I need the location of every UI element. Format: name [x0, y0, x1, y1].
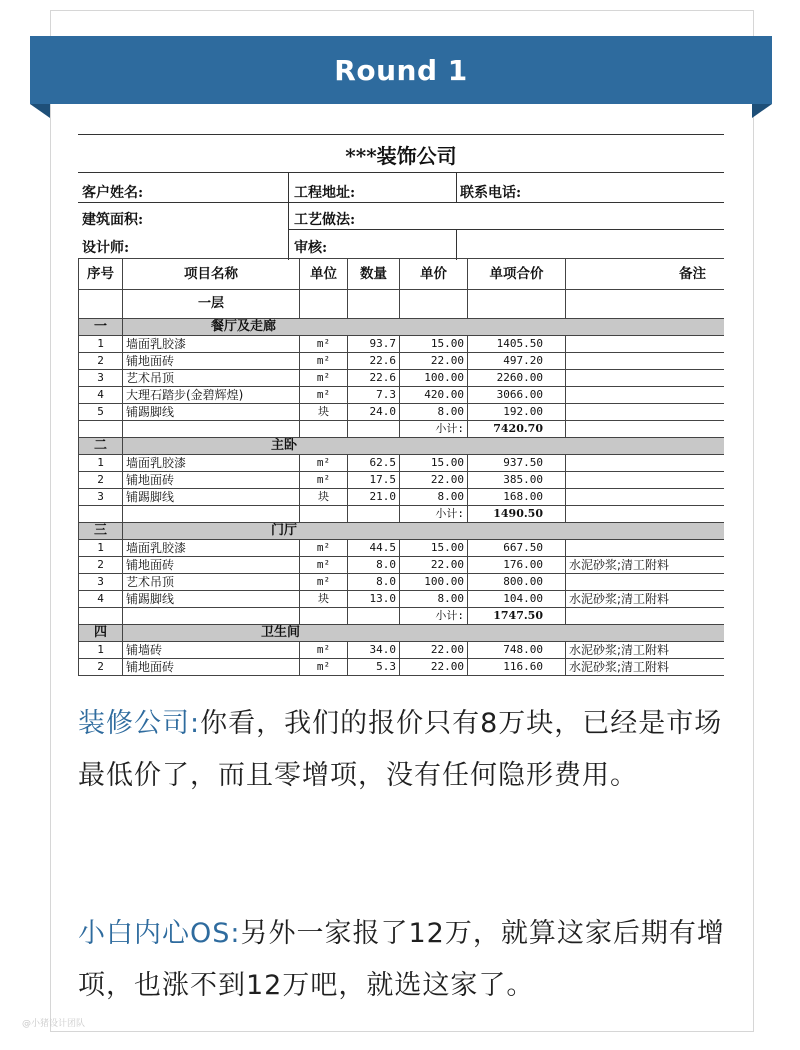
cell-notes [566, 472, 725, 489]
quote-table [78, 258, 724, 676]
cell-unit: m² [300, 336, 348, 353]
sheet-divider [288, 172, 289, 260]
subtotal-value: 1490.50 [468, 506, 566, 523]
cell-item: 铺地面砖 [123, 557, 300, 574]
cell-unit: m² [300, 387, 348, 404]
cell-price: 22.00 [400, 659, 468, 676]
cell-index: 3 [79, 370, 123, 387]
sheet-border-top [78, 134, 724, 135]
cell-item: 大理石踏步(金碧辉煌) [123, 387, 300, 404]
subtotal-row [79, 506, 725, 523]
cell-price: 15.00 [400, 540, 468, 557]
cell-total: 116.60 [468, 659, 566, 676]
col-header-qty: 数量 [348, 259, 400, 290]
section-number: 四 [79, 625, 123, 642]
cell-notes [566, 574, 725, 591]
cell-total: 748.00 [468, 642, 566, 659]
cell-index: 1 [79, 455, 123, 472]
col-header-notes: 备注 [566, 259, 725, 290]
cell-index: 3 [79, 574, 123, 591]
cell-price: 8.00 [400, 404, 468, 421]
floor-row [79, 290, 725, 319]
subtotal-row [79, 608, 725, 625]
section-row [79, 438, 725, 455]
cell-qty: 22.6 [348, 353, 400, 370]
process-method-label: 工艺做法: [294, 212, 356, 228]
cell-total: 168.00 [468, 489, 566, 506]
sheet-company-title: ***装饰公司 [345, 144, 457, 168]
cell-notes [566, 489, 725, 506]
cell-total: 104.00 [468, 591, 566, 608]
floor-label: 一层 [123, 290, 300, 319]
subtotal-row [79, 421, 725, 438]
cell-item: 墙面乳胶漆 [123, 540, 300, 557]
cell-item: 墙面乳胶漆 [123, 455, 300, 472]
cell-notes [566, 455, 725, 472]
cell-index: 1 [79, 336, 123, 353]
cell-unit: m² [300, 574, 348, 591]
cell-index: 2 [79, 659, 123, 676]
cell-qty: 44.5 [348, 540, 400, 557]
cell-index: 1 [79, 540, 123, 557]
cell-unit: 块 [300, 591, 348, 608]
cell-item: 铺踢脚线 [123, 489, 300, 506]
cell-qty: 8.0 [348, 557, 400, 574]
cell-qty: 17.5 [348, 472, 400, 489]
cell-unit: m² [300, 370, 348, 387]
cell-index: 2 [79, 353, 123, 370]
cell-notes [566, 404, 725, 421]
cell-notes: 水泥砂浆;清工附料 [566, 591, 725, 608]
cell-unit: m² [300, 557, 348, 574]
section-row [79, 523, 725, 540]
table-row [79, 336, 725, 353]
cell-total: 2260.00 [468, 370, 566, 387]
cell-qty: 24.0 [348, 404, 400, 421]
table-header-row [79, 259, 725, 290]
section-name: 门厅 [123, 523, 725, 540]
table-row [79, 659, 725, 676]
cell-unit: 块 [300, 489, 348, 506]
cell-qty: 93.7 [348, 336, 400, 353]
cell-total: 497.20 [468, 353, 566, 370]
table-row [79, 540, 725, 557]
section-name: 主卧 [123, 438, 725, 455]
subtotal-value: 7420.70 [468, 421, 566, 438]
cell-qty: 13.0 [348, 591, 400, 608]
cell-unit: m² [300, 353, 348, 370]
cell-price: 420.00 [400, 387, 468, 404]
table-row [79, 404, 725, 421]
table-row [79, 370, 725, 387]
cell-index: 2 [79, 557, 123, 574]
sheet-divider [456, 172, 457, 202]
cell-price: 8.00 [400, 489, 468, 506]
col-header-unit: 单位 [300, 259, 348, 290]
table-row [79, 472, 725, 489]
cell-unit: m² [300, 472, 348, 489]
sheet-divider [288, 229, 724, 230]
section-name: 卫生间 [123, 625, 725, 642]
client-speaker: 小白内心OS [78, 918, 231, 949]
round-title: Round 1 [334, 53, 468, 87]
cell-item: 艺术吊顶 [123, 370, 300, 387]
watermark: @小猪设计团队 [22, 1019, 86, 1029]
table-row [79, 489, 725, 506]
cell-qty: 22.6 [348, 370, 400, 387]
cell-total: 176.00 [468, 557, 566, 574]
col-header-item: 项目名称 [123, 259, 300, 290]
cell-price: 15.00 [400, 455, 468, 472]
project-address-label: 工程地址: [294, 185, 356, 201]
table-row [79, 591, 725, 608]
quote-sheet-image [78, 134, 724, 678]
cell-item: 铺地面砖 [123, 472, 300, 489]
company-quote-paragraph [78, 698, 728, 802]
sheet-divider [78, 172, 724, 173]
round-banner [30, 36, 772, 104]
cell-total: 3066.00 [468, 387, 566, 404]
sheet-divider [78, 202, 724, 203]
building-area-label: 建筑面积: [82, 212, 144, 228]
cell-item: 铺地面砖 [123, 353, 300, 370]
cell-notes: 水泥砂浆;清工附料 [566, 642, 725, 659]
cell-unit: m² [300, 540, 348, 557]
cell-item: 铺踢脚线 [123, 591, 300, 608]
cell-index: 3 [79, 489, 123, 506]
review-label: 审核: [294, 240, 328, 256]
table-row [79, 455, 725, 472]
cell-price: 22.00 [400, 353, 468, 370]
company-speaker: 装修公司 [78, 708, 190, 739]
cell-index: 1 [79, 642, 123, 659]
cell-price: 15.00 [400, 336, 468, 353]
col-header-total: 单项合价 [468, 259, 566, 290]
cell-item: 铺墙砖 [123, 642, 300, 659]
cell-total: 1405.50 [468, 336, 566, 353]
cell-price: 22.00 [400, 472, 468, 489]
section-row [79, 319, 725, 336]
cell-index: 5 [79, 404, 123, 421]
subtotal-label: 小计: [400, 608, 468, 625]
table-row [79, 574, 725, 591]
banner-fold-right [752, 104, 772, 118]
cell-notes [566, 370, 725, 387]
contact-phone-label: 联系电话: [460, 185, 522, 201]
cell-total: 800.00 [468, 574, 566, 591]
cell-price: 8.00 [400, 591, 468, 608]
cell-item: 墙面乳胶漆 [123, 336, 300, 353]
cell-index: 4 [79, 387, 123, 404]
banner-fold-left [30, 104, 50, 118]
section-row [79, 625, 725, 642]
table-row [79, 557, 725, 574]
subtotal-label: 小计: [400, 506, 468, 523]
cell-index: 2 [79, 472, 123, 489]
cell-total: 667.50 [468, 540, 566, 557]
cell-qty: 34.0 [348, 642, 400, 659]
subtotal-label: 小计: [400, 421, 468, 438]
cell-item: 铺地面砖 [123, 659, 300, 676]
cell-total: 937.50 [468, 455, 566, 472]
designer-label: 设计师: [82, 240, 130, 256]
section-number: 二 [79, 438, 123, 455]
cell-qty: 8.0 [348, 574, 400, 591]
cell-unit: 块 [300, 404, 348, 421]
cell-index: 4 [79, 591, 123, 608]
cell-unit: m² [300, 642, 348, 659]
sheet-divider [456, 229, 457, 260]
cell-unit: m² [300, 455, 348, 472]
company-text: 你看，我们的报价只有8万块，已经是市场最低价了，而且零增项，没有任何隐形费用。 [78, 708, 723, 791]
cell-qty: 21.0 [348, 489, 400, 506]
col-header-price: 单价 [400, 259, 468, 290]
table-row [79, 353, 725, 370]
cell-total: 385.00 [468, 472, 566, 489]
cell-item: 艺术吊顶 [123, 574, 300, 591]
cell-total: 192.00 [468, 404, 566, 421]
section-number: 三 [79, 523, 123, 540]
cell-price: 22.00 [400, 642, 468, 659]
table-row [79, 642, 725, 659]
cell-qty: 5.3 [348, 659, 400, 676]
cell-item: 铺踢脚线 [123, 404, 300, 421]
cell-notes: 水泥砂浆;清工附料 [566, 557, 725, 574]
table-row [79, 387, 725, 404]
cell-qty: 62.5 [348, 455, 400, 472]
cell-price: 22.00 [400, 557, 468, 574]
cell-notes [566, 387, 725, 404]
cell-notes: 水泥砂浆;清工附料 [566, 659, 725, 676]
client-thought-paragraph [78, 908, 728, 1012]
customer-name-label: 客户姓名: [82, 185, 144, 201]
client-separator: : [230, 918, 241, 949]
cell-notes [566, 353, 725, 370]
cell-price: 100.00 [400, 574, 468, 591]
company-separator: : [190, 708, 201, 739]
section-number: 一 [79, 319, 123, 336]
subtotal-value: 1747.50 [468, 608, 566, 625]
cell-qty: 7.3 [348, 387, 400, 404]
section-name: 餐厅及走廊 [123, 319, 725, 336]
col-header-index: 序号 [79, 259, 123, 290]
client-text: 另外一家报了12万，就算这家后期有增项，也涨不到12万吧，就选这家了。 [78, 918, 725, 1001]
cell-notes [566, 336, 725, 353]
cell-price: 100.00 [400, 370, 468, 387]
cell-notes [566, 540, 725, 557]
cell-unit: m² [300, 659, 348, 676]
